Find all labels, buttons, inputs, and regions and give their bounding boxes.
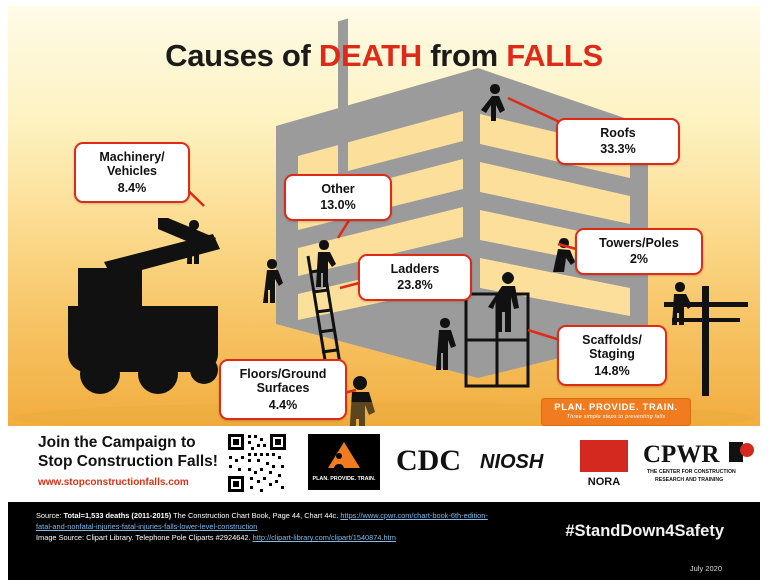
ppt-badge-line1: PLAN. PROVIDE. TRAIN. — [554, 402, 678, 413]
callout-floors-ground — [219, 359, 347, 420]
campaign-line2: Stop Construction Falls! — [38, 452, 218, 470]
source-rest: The Construction Chart Book, Page 44, Chart 44c. — [171, 511, 341, 520]
callout-roofs — [556, 118, 680, 165]
hashtag: #StandDown4Safety — [565, 522, 724, 540]
source-note — [36, 510, 496, 543]
title-mid: from — [421, 38, 507, 73]
callout-percent: 4.4% — [268, 397, 298, 412]
svg-text:NORA: NORA — [587, 476, 621, 488]
plan-provide-train-logo — [308, 434, 380, 490]
callout-scaffolds-staging — [557, 325, 667, 386]
callout-label-line1: Other — [321, 182, 355, 196]
svg-text:CPWR: CPWR — [643, 441, 720, 468]
callout-label-line1: Floors/Ground — [239, 367, 327, 381]
image-source-label: Image Source: Clipart Library. Telephone Pole Cliparts #2924642. — [36, 533, 253, 543]
poster-illustration — [8, 6, 760, 426]
cpwr-logo — [643, 436, 755, 491]
publication-date: July 2020 — [689, 564, 722, 573]
callout-label-line1: Ladders — [390, 262, 440, 276]
callout-percent: 8.4% — [117, 180, 147, 195]
campaign-band — [8, 428, 760, 502]
callout-label-line2: Surfaces — [256, 381, 310, 396]
callout-label-line2: Staging — [589, 347, 635, 362]
callout-label-line1: Scaffolds/ — [582, 333, 642, 347]
title-part-1: Causes of — [165, 38, 319, 73]
source-link[interactable]: https://www.cpwr.com/chart-book-6th-edition-fatal-and-nonfatal-injuries-fatal-injuries-falls-lower-level-construction — [36, 511, 488, 532]
source-total: Total=1,533 deaths (2011-2015) — [63, 511, 172, 520]
callout-label-line2: Vehicles — [106, 164, 158, 179]
callout-percent: 13.0% — [320, 198, 356, 213]
callout-machinery-vehicles — [74, 142, 190, 203]
callout-ladders — [358, 254, 472, 301]
title-death: DEATH — [318, 38, 422, 73]
image-source-link[interactable]: http://clipart-library.com/clipart/1540874.htm — [252, 533, 396, 543]
callout-label-line1: Roofs — [600, 126, 636, 140]
callout-percent: 2% — [629, 252, 649, 267]
footer-bar — [8, 502, 760, 580]
callout-label-line1: Machinery/ — [99, 150, 165, 164]
callout-label-line1: Towers/Poles — [599, 236, 679, 250]
qr-code-icon[interactable] — [226, 432, 288, 494]
callout-percent: 14.8% — [594, 363, 630, 378]
callout-other — [284, 174, 392, 221]
campaign-text — [38, 434, 218, 488]
campaign-url[interactable]: www.stopconstructionfalls.com — [38, 477, 189, 489]
svg-text:PLAN. PROVIDE. TRAIN.: PLAN. PROVIDE. TRAIN. — [312, 476, 376, 482]
nora-logo — [578, 438, 630, 495]
svg-text:NIOSH: NIOSH — [480, 451, 544, 473]
niosh-logo — [480, 446, 560, 481]
callout-percent: 33.3% — [600, 142, 636, 157]
campaign-line1: Join the Campaign to — [38, 434, 196, 451]
ppt-badge-line2: Three simple steps to preventing falls — [566, 414, 666, 420]
callout-percent: 23.8% — [397, 278, 433, 293]
source-prefix: Source: — [36, 511, 64, 520]
title-falls: FALLS — [506, 38, 603, 73]
cdc-logo — [396, 440, 466, 485]
plan-provide-train-badge — [541, 398, 691, 426]
callout-towers-poles — [575, 228, 703, 275]
svg-text:RESEARCH AND TRAINING: RESEARCH AND TRAINING — [655, 477, 724, 483]
svg-text:THE CENTER FOR CONSTRUCTION: THE CENTER FOR CONSTRUCTION — [647, 469, 736, 475]
svg-text:CDC: CDC — [396, 444, 461, 477]
